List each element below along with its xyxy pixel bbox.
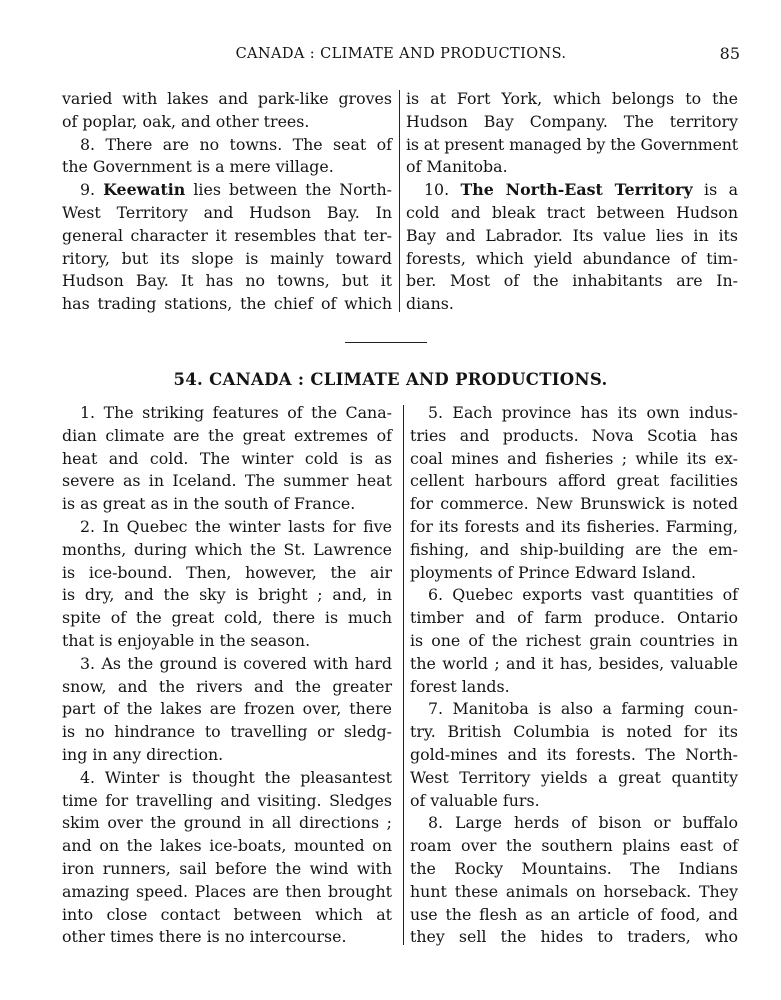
text-line: has trading stations, the chief of which	[62, 294, 392, 314]
text-line: severe as in Iceland. The summer heat	[62, 471, 392, 491]
bottom-right-column	[410, 402, 738, 949]
text-line: is at Fort York, which belongs to the	[406, 89, 738, 108]
text-line: amazing speed. Places are then brought	[62, 881, 392, 901]
text-line: into close contact between which at	[62, 904, 392, 924]
text-line: roam over the southern plains east of	[410, 836, 738, 856]
text-fragment: lies between the North-	[185, 180, 393, 200]
text-line: for commerce. New Brunswick is noted	[410, 494, 738, 514]
text-line: cellent harbours afford great facilities	[410, 471, 738, 491]
text-line: the world ; and it has, besides, valuable	[410, 653, 738, 673]
text-line: hunt these animals on horseback. They	[410, 881, 738, 901]
text-fragment: is a	[692, 180, 738, 200]
text-line: of valuable furs.	[410, 790, 540, 810]
text-line: snow, and the rivers and the greater	[62, 676, 392, 696]
text-line: is dry, and the sky is bright ; and, in	[62, 585, 392, 605]
text-line: dian climate are the great extremes of	[62, 425, 392, 445]
section-title: 54. CANADA : CLIMATE AND PRODUCTIONS.	[173, 370, 608, 389]
section-separator	[345, 342, 427, 343]
text-line: iron runners, sail before the wind with	[62, 858, 392, 878]
text-line: coal mines and fisheries ; while its ex-	[410, 448, 738, 468]
text-line: spite of the great cold, there is much	[62, 608, 392, 628]
text-line: 7. Manitoba is also a farming coun-	[428, 699, 738, 719]
north-east-heading: The North-East Territory	[460, 180, 693, 200]
text-line: is at present managed by the Government	[406, 134, 738, 154]
text-line: and on the lakes ice-boats, mounted on	[62, 836, 392, 856]
keewatin-line	[62, 179, 392, 202]
paragraph-number: 10.	[424, 180, 461, 200]
text-line: 4. Winter is thought the pleasantest	[80, 767, 392, 787]
text-line: tries and products. Nova Scotia has	[410, 425, 738, 445]
text-line: fishing, and ship-building are the em-	[410, 539, 738, 559]
paragraph-number: 9.	[80, 180, 104, 200]
text-line: is no hindrance to travelling or sledg-	[62, 722, 392, 742]
text-line: ritory, but its slope is mainly toward	[62, 248, 392, 268]
top-left-column	[62, 88, 392, 316]
text-line: gold-mines and its forests. The North-	[410, 744, 738, 764]
text-line: for its forests and its fisheries. Farming,	[410, 516, 738, 536]
text-line: that is enjoyable in the season.	[62, 630, 311, 650]
running-title: CANADA : CLIMATE AND PRODUCTIONS.	[235, 46, 567, 62]
text-line: 3. As the ground is covered with hard	[80, 653, 392, 673]
text-line: 5. Each province has its own indus-	[428, 403, 738, 422]
text-line: of poplar, oak, and other trees.	[62, 111, 310, 131]
text-line: Bay and Labrador. Its value lies in its	[406, 225, 738, 245]
text-line: 8. Large herds of bison or buffalo	[428, 813, 738, 833]
text-line: West Territory and Hudson Bay. In	[62, 202, 392, 222]
top-right-column	[406, 88, 738, 316]
text-line: is ice-bound. Then, however, the air	[62, 562, 392, 582]
text-line: Hudson Bay. It has no towns, but it	[62, 271, 392, 291]
keewatin-heading: Keewatin	[103, 180, 186, 200]
text-line: forest lands.	[410, 676, 510, 696]
text-line: forests, which yield abundance of tim-	[406, 248, 738, 268]
text-line: of Manitoba.	[406, 157, 508, 177]
text-line: West Territory yields a great quantity	[410, 767, 738, 787]
bottom-left-column	[62, 402, 392, 949]
text-line: general character it resembles that ter-	[62, 225, 392, 245]
text-line: the Government is a mere village.	[62, 157, 334, 177]
column-rule-top	[399, 90, 400, 312]
text-line: is as great as in the south of France.	[62, 494, 356, 514]
text-line: cold and bleak tract between Hudson	[406, 202, 738, 222]
page-header	[62, 46, 740, 70]
text-line: the Rocky Mountains. The Indians	[410, 858, 738, 878]
text-line: 6. Quebec exports vast quantities of	[428, 585, 738, 605]
text-line: 8. There are no towns. The seat of	[80, 134, 392, 154]
text-line: heat and cold. The winter cold is as	[62, 448, 392, 468]
text-line: timber and of farm produce. Ontario	[410, 608, 738, 628]
text-line: is one of the richest grain countries in	[410, 630, 738, 650]
text-line: ber. Most of the inhabitants are In-	[406, 271, 738, 291]
text-line: they sell the hides to traders, who	[410, 927, 738, 947]
text-line: 2. In Quebec the winter lasts for five	[80, 516, 392, 536]
text-line: Hudson Bay Company. The territory	[406, 111, 738, 131]
text-line: dians.	[406, 294, 454, 314]
column-rule-bottom	[403, 405, 404, 945]
text-line: months, during which the St. Lawrence	[62, 539, 392, 559]
page-number: 85	[719, 44, 740, 63]
text-line: other times there is no intercourse.	[62, 927, 347, 947]
text-line: ing in any direction.	[62, 744, 224, 764]
text-line: time for travelling and visiting. Sledges	[62, 790, 392, 810]
text-line: 1. The striking features of the Cana-	[80, 403, 392, 422]
north-east-line	[406, 179, 738, 202]
text-line: try. British Columbia is noted for its	[410, 722, 738, 742]
text-line: ployments of Prince Edward Island.	[410, 562, 696, 582]
text-line: part of the lakes are frozen over, there	[62, 699, 392, 719]
text-line: use the flesh as an article of food, and	[410, 904, 738, 924]
text-line: skim over the ground in all directions ;	[62, 813, 392, 833]
text-line: varied with lakes and park-like groves	[62, 89, 392, 108]
